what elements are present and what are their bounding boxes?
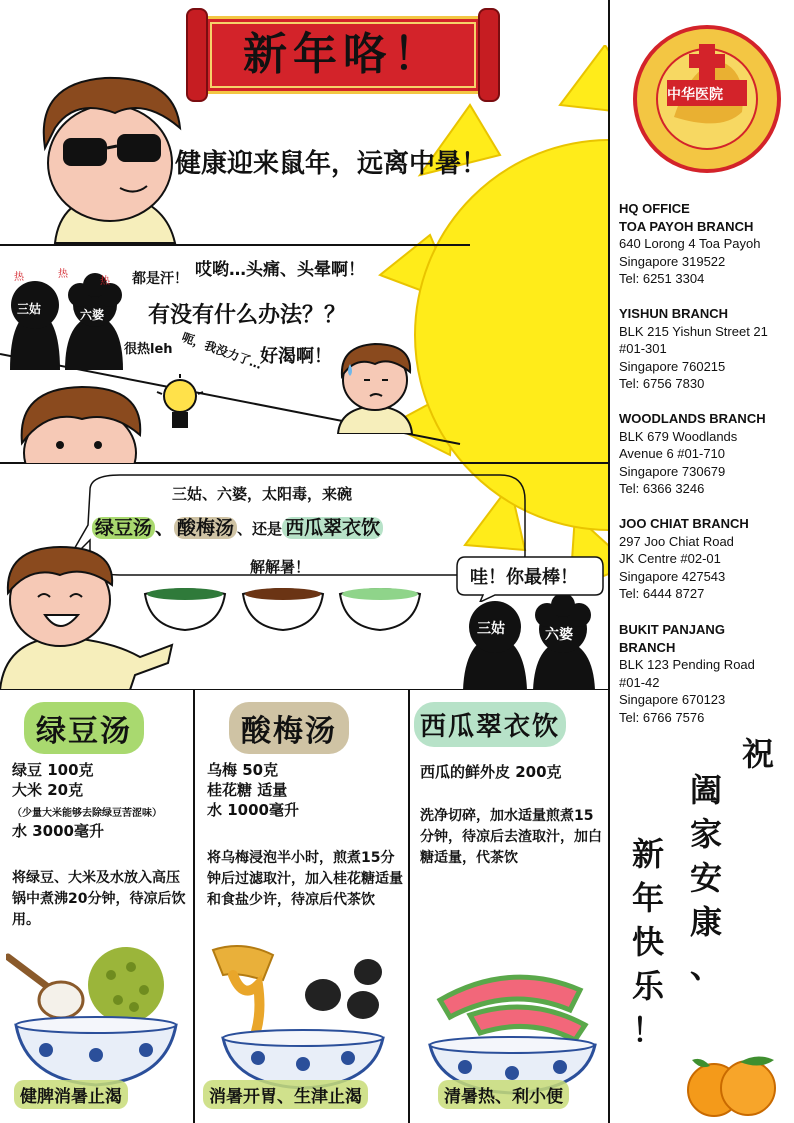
ingredient-note: （少量大米能够去除绿豆苦涩味）: [12, 808, 162, 819]
greeting-char: 阖: [689, 771, 722, 809]
recipe-method: 将绿豆、大米及水放入高压锅中煮沸20分钟，待凉后饮用。: [12, 870, 186, 928]
heat-mark: 热: [14, 272, 24, 283]
recipe-benefit: 健脾消暑止渴: [14, 1080, 128, 1109]
branch-address: 640 Lorong 4 Toa Payoh: [619, 236, 761, 251]
greeting-char: 乐: [631, 967, 664, 1005]
branch-address: 297 Joo Chiat Road: [619, 533, 734, 549]
recipe-title: 酸梅汤: [229, 702, 349, 754]
branch-postal: Singapore 427543: [619, 568, 726, 584]
ingredient: 大米 20克: [12, 781, 84, 799]
comic-area: [0, 0, 608, 690]
lightbulb-icon: [155, 372, 205, 438]
branch-phone: Tel: 6251 3304: [619, 271, 705, 286]
branch-yishun: [619, 305, 794, 393]
watermelon-bowl-illustration: [420, 955, 605, 1095]
greeting-char: 康: [689, 903, 722, 941]
speech-line-2: [92, 513, 383, 540]
greeting-column-2: [686, 768, 726, 988]
char-label: 六婆: [545, 627, 573, 643]
branch-bukit-panjang: [619, 621, 794, 726]
greeting-char: 家: [689, 815, 722, 853]
greeting-char: 新: [631, 835, 664, 873]
greeting-column-1: [738, 732, 778, 776]
speech-sweat: 都是汗！: [132, 271, 188, 287]
recipe-method: 洗净切碎，加水适量煎煮15分钟，待凉后去渣取汁，加白糖适量，代茶饮: [420, 808, 602, 866]
branch-name: WOODLANDS BRANCH: [619, 411, 766, 426]
recipe-watermelon: [410, 690, 608, 1123]
ingredient: 水 1000毫升: [207, 801, 299, 819]
speech-headache: 哎哟…头痛、头晕啊！: [195, 260, 365, 280]
greeting-char: 安: [689, 859, 722, 897]
speech-thirsty: 好渴啊！: [260, 346, 332, 367]
recipe-ingredients: [207, 760, 402, 820]
mung-bean-bowl-illustration: [6, 945, 186, 1090]
char-label: 三姑: [17, 302, 42, 316]
speech-hot: 很热leh: [124, 342, 173, 357]
branch-phone: Tel: 6366 3246: [619, 481, 705, 496]
branch-unit: Avenue 6 #01-710: [619, 446, 726, 461]
drink-mung-bean: 绿豆汤: [92, 517, 155, 539]
ingredient: 绿豆 100克: [12, 761, 94, 779]
branch-postal: Singapore 670123: [619, 692, 726, 707]
recipe-title: 绿豆汤: [24, 702, 144, 754]
smiling-man-illustration: [0, 545, 175, 690]
sweating-man-illustration: [330, 338, 420, 434]
branch-phone: Tel: 6766 7576: [619, 709, 705, 725]
speech-line-1: 三姑、六婆，太阳毒，来碗: [172, 485, 353, 503]
speech-line-3: 解解暑！: [250, 558, 311, 576]
branch-phone: Tel: 6444 8727: [619, 586, 705, 601]
branch-postal: Singapore 730679: [619, 463, 726, 479]
recipe-mung-bean: [0, 690, 193, 1123]
branch-unit: JK Centre #02-01: [619, 551, 721, 566]
greeting-char: 快: [631, 923, 664, 961]
branch-postal: Singapore 760215: [619, 358, 726, 374]
recipe-ingredients: [12, 760, 190, 841]
char-label: 六婆: [80, 308, 105, 322]
greeting-column-3: [628, 832, 668, 1052]
sour-plum-bowl-illustration: [203, 940, 403, 1090]
recipe-benefit: 清暑热、利小便: [438, 1080, 569, 1109]
ingredient: 水 3000毫升: [12, 822, 104, 840]
recipe-sour-plum: [195, 690, 408, 1123]
branch-name: TOA PAYOH BRANCH: [619, 218, 754, 234]
branch-hq-toa-payoh: [619, 200, 794, 288]
branch-unit: #01-42: [619, 674, 660, 690]
branch-address: BLK 215 Yishun Street 21: [619, 323, 768, 339]
heat-mark: 热: [58, 269, 68, 280]
man-head-illustration: [12, 383, 147, 463]
branch-name: YISHUN BRANCH: [619, 306, 729, 321]
ingredient: 桂花糖 适量: [207, 781, 288, 799]
heat-mark: 热: [100, 276, 110, 287]
branch-joo-chiat: [619, 515, 794, 603]
mandarin-oranges-illustration: [682, 1052, 782, 1118]
branch-postal: Singapore 319522: [619, 253, 726, 269]
recipe-benefit: 消暑开胃、生津止渴: [203, 1080, 368, 1109]
speech-reply: 哇！你最棒！: [470, 567, 578, 588]
branch-phone: Tel: 6756 7830: [619, 376, 705, 391]
separator: 、: [155, 517, 175, 539]
branch-name: JOO CHIAT BRANCH: [619, 516, 749, 531]
ingredient: 西瓜的鲜外皮 200克: [420, 763, 562, 781]
recipe-method: 将乌梅浸泡半小时，煎煮15分钟后过滤取汁，加入桂花糖适量和食盐少许，待凉后代茶饮: [207, 850, 403, 908]
branch-address: BLK 123 Pending Road: [619, 657, 755, 672]
sidebar: [608, 0, 794, 1123]
greeting-char: ！: [631, 1011, 664, 1049]
drink-bowls-illustration: [140, 582, 430, 642]
aunties-silhouette-illustration: [455, 595, 605, 690]
drink-watermelon: 西瓜翠衣饮: [282, 517, 383, 539]
branch-unit: #01-301: [619, 341, 667, 356]
greeting-char: 、: [689, 947, 722, 985]
recipe-title: 西瓜翠衣饮: [414, 702, 566, 747]
char-label: 三姑: [477, 621, 505, 637]
logo-chinese-name: 中华医院: [667, 87, 723, 103]
speech-tired: 呃，我没力了…: [179, 330, 264, 372]
greeting-char: 祝: [741, 735, 774, 773]
recipe-ingredients: [420, 762, 605, 782]
tagline: 健康迎来鼠年，远离中暑！: [175, 149, 488, 179]
branch-name: BUKIT PANJANG: [619, 622, 725, 637]
ingredient: 乌梅 50克: [207, 761, 279, 779]
separator: 、还是: [237, 520, 283, 538]
speech-question: 有没有什么办法？？: [148, 303, 347, 328]
branch-address: BLK 679 Woodlands: [619, 428, 738, 444]
branch-name: BRANCH: [619, 639, 676, 655]
branch-name: HQ OFFICE: [619, 201, 690, 216]
page-title: 新年咯！: [243, 29, 443, 80]
drink-plum: 酸梅汤: [174, 517, 237, 539]
branch-woodlands: [619, 410, 794, 498]
greeting-char: 年: [631, 879, 664, 917]
